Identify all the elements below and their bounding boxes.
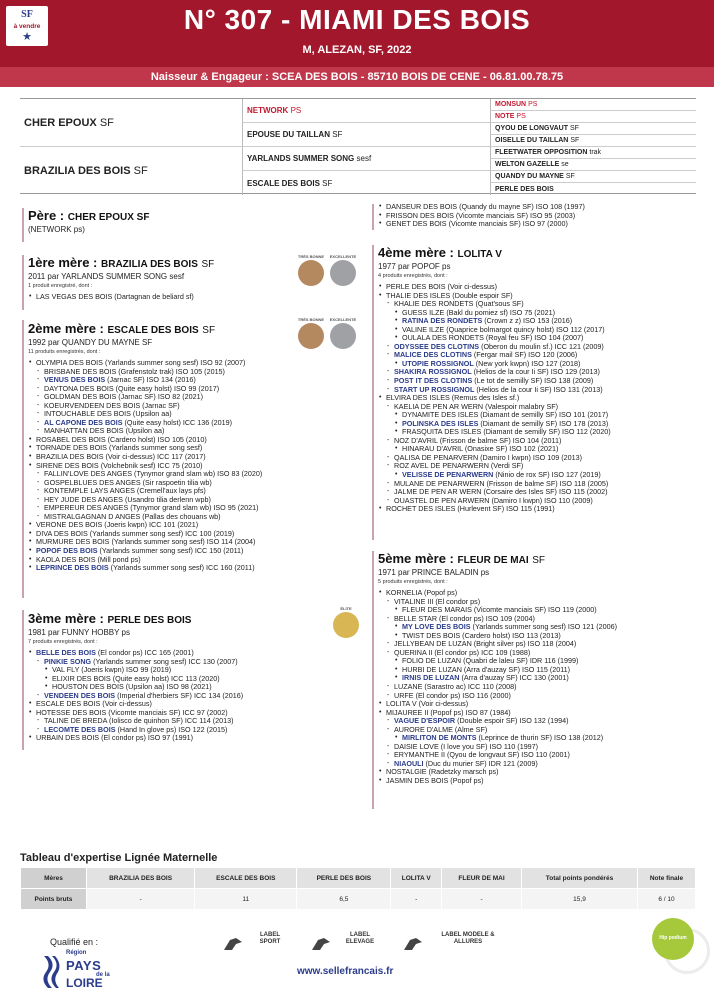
gen3-name: OISELLE DU TAILLAN (495, 137, 569, 144)
section-divider (372, 551, 374, 809)
badge-label: TRÈS BONNE (297, 254, 325, 259)
product-text: ROSABEL DES BOIS (Cardero holst) ISO 105 (2010) (36, 434, 207, 444)
product-text: VALINE ILZE (Quaprice bolmargot quincy holst) ISO 112 (2017) (402, 324, 605, 334)
right-top-section (378, 203, 698, 229)
product-name: VAGUE D'ESPOIR (394, 716, 456, 726)
product-text: MIJAUREE II (Popof ps) ISO 87 (1984) (386, 707, 511, 717)
product-text: QALISA DE PENARVERN (Damiro I kwpn) ISO 109 (2013) (394, 452, 583, 462)
product-text: URFE (El condor ps) ISO 116 (2000) (394, 690, 511, 700)
pedigree-gen3-item (490, 135, 696, 147)
product-text: MISTRALGAGNAN D ANGES (Pallas des chouans wb) (44, 511, 221, 521)
table-cell: 11 (195, 889, 297, 910)
product-text: (Hand In glove ps) ISO 122 (2015) (115, 724, 228, 734)
product-name: LEPRINCE DES BOIS (36, 563, 109, 573)
mere5-sire: 1971 par PRINCE BALADIN ps (378, 568, 490, 577)
product-text: AURORE D'ALME (Alme SF) (394, 724, 488, 734)
mere-breed: SF (201, 259, 215, 270)
mere-label: 1ère mère : (28, 255, 98, 270)
qualifie-label: Qualifié en : (50, 937, 99, 947)
mere-name: BRAZILIA DES BOIS (101, 259, 198, 270)
product-text: HOUSTON DES BOIS (Upsilon aa) ISO 98 (2021) (52, 682, 212, 692)
product-text: ELIXIR DES BOIS (Quite easy holst) ICC 113 (2020) (52, 673, 220, 683)
mere3-sire: 1981 par FUNNY HOBBY ps (28, 628, 130, 637)
tres-bonne-badge (298, 260, 324, 286)
pere-title (28, 208, 358, 225)
pedigree-gen3-item (490, 159, 696, 171)
badge-label: EXCELLENTE (329, 317, 357, 322)
product-text: DIVA DES BOIS (Yarlands summer song sesf) ICC 100 (2019) (36, 528, 235, 538)
mere3-products (28, 649, 358, 743)
pedigree-gen2-item (242, 171, 490, 195)
product-text: MULANE DE PENARWERN (Frisson de balme SF) ISO 118 (2005) (394, 478, 609, 488)
product-name: VENDEEN DES BOIS (44, 690, 116, 700)
gen3-breed: PS (528, 101, 538, 108)
list-item (28, 734, 358, 743)
product-text: VERONE DES BOIS (Joeris kwpn) ICC 101 (2021) (36, 520, 199, 530)
gen3-breed: SF (569, 125, 579, 132)
region-word: Région (66, 950, 87, 956)
product-name: ODYSSEE DES CLOTINS (394, 341, 480, 351)
mere4-sire: 1977 par POPOF ps (378, 262, 451, 271)
table-cell: 6 / 10 (637, 889, 695, 910)
mere-label: 5ème mère : (378, 551, 454, 566)
label-modele-icon (402, 936, 424, 952)
star-icon: ★ (22, 31, 32, 43)
elite-badge (333, 612, 359, 638)
product-name: NIAOULI (394, 758, 424, 768)
gen2-breed: PS (290, 106, 302, 115)
right-top-products (378, 203, 698, 229)
table-cell: - (442, 889, 522, 910)
gen3-name: PERLE DES BOIS (495, 185, 554, 193)
product-name: VELISSE DE PENARWERN (402, 470, 494, 480)
table-header-cell: LOLITA V (391, 868, 442, 889)
product-text: (Duc du murier SF) IDR 121 (2009) (423, 758, 538, 768)
product-text: GENET DES BOIS (Vicomte manciais SF) ISO 97 (2000) (386, 219, 568, 229)
product-text: DAYTONA DES BOIS (Quite easy holst) ISO 99 (2017) (44, 383, 220, 393)
mere-name: ESCALE DES BOIS (107, 325, 199, 336)
pere-label: Père : (28, 208, 65, 223)
product-name: POPOF DES BOIS (36, 546, 98, 556)
header-banner (0, 0, 714, 68)
mere-breed: SF (202, 325, 216, 336)
product-text: NOSTALGIE (Radetzky marsch ps) (386, 767, 499, 777)
table-header-cell: Total points pondérés (522, 868, 638, 889)
product-text: (Yarlands summer song sesf) ICC 160 (2011) (108, 563, 255, 573)
sire-breed: SF (99, 116, 114, 129)
product-name: MALICE DES CLOTINS (394, 350, 472, 360)
product-text: GOSPELBLUES DES ANGES (Sir raspoetin tilia wb) (44, 477, 212, 487)
product-text: MANHATTAN DES BOIS (Upsilon aa) (44, 426, 165, 436)
gen2-name: ESCALE DES BOIS (247, 178, 320, 188)
product-text: SIRENE DES BOIS (Volchebnik sesf) ICC 75 (2010) (36, 460, 203, 470)
product-text: (Oberon du moulin sf.) ICC 121 (2009) (479, 341, 604, 351)
product-text: ELVIRA DES ISLES (Remus des Isles sf.) (386, 393, 520, 403)
product-name: POST IT DES CLOTINS (394, 376, 473, 386)
mere-label: 2ème mère : (28, 321, 104, 336)
product-text: BELLE STAR (El condor ps) ISO 109 (2004) (394, 613, 535, 623)
product-name: BELLE DES BOIS (36, 648, 96, 657)
list-item (378, 505, 698, 514)
sire-name: CHER EPOUX (24, 116, 97, 129)
gen3-name: MONSUN (495, 101, 527, 108)
region-wave-icon (40, 954, 62, 990)
page-subtitle: M, ALEZAN, SF, 2022 (302, 44, 412, 56)
gen2-name: YARLANDS SUMMER SONG (247, 154, 355, 163)
product-text: ROCHET DES ISLES (Hurlevent SF) ISO 115 (1991) (386, 504, 555, 514)
excellente-badge (330, 260, 356, 286)
mere4-title (378, 245, 698, 262)
product-text: GOLDMAN DES BOIS (Jarnac SF) ISO 82 (2021) (44, 392, 203, 402)
product-text: JELLYBEAN DE LUZAN (Bright silver ps) ISO 118 (2004) (394, 639, 577, 649)
product-text: (Ninio de rox SF) ISO 127 (2019) (493, 470, 601, 480)
list-item (378, 777, 698, 786)
pedigree-gen3-item (490, 123, 696, 135)
dam-breed: SF (133, 165, 148, 177)
gen3-breed: se (561, 161, 569, 168)
product-text: LAS VEGAS DES BOIS (Dartagnan de beliard sf) (36, 292, 194, 301)
gen2-name: NETWORK (247, 106, 289, 115)
pedigree-table (20, 98, 696, 194)
pedigree-sire (20, 99, 242, 147)
product-text: (Imperial d'herbiers SF) ICC 134 (2016) (115, 690, 244, 700)
mere5-products (378, 589, 698, 786)
product-name: RATINA DES RONDETS (402, 316, 483, 326)
mere-breed: SF (532, 555, 546, 566)
product-text: LUZANE (Sarastro ac) ICC 110 (2008) (394, 682, 517, 692)
product-text: KOEURVENDEEN DES BOIS (Jarnac SF) (44, 400, 180, 410)
product-text: BRISBANE DES BOIS (Grafenstolz trak) ISO 105 (2015) (44, 366, 225, 376)
section-divider (22, 208, 24, 242)
mere2-sire: 1992 par QUANDY DU MAYNE SF (28, 338, 153, 347)
table-header-cell: Note finale (637, 868, 695, 889)
product-text: (Quite easy holst) ICC 136 (2019) (122, 417, 233, 427)
mere3-count: 7 produits enregistrés, dont : (28, 639, 98, 645)
pedigree-gen2-item (242, 99, 490, 123)
product-name: POLINSKA DES ISLES (402, 418, 479, 428)
table-cell: - (86, 889, 194, 910)
region-loire: LOIRE (66, 976, 103, 990)
gen2-breed: sesf (356, 154, 372, 163)
mere5-title (378, 551, 698, 568)
product-text: KAOLA DES BOIS (Mill pond ps) (36, 554, 141, 564)
table-cell: 6,5 (297, 889, 391, 910)
gen3-breed: PS (516, 113, 526, 120)
table-cell: - (391, 889, 442, 910)
website-link[interactable]: www.sellefrancais.fr (297, 966, 394, 977)
section-divider (372, 245, 374, 540)
product-text: (El condor ps) ICC 165 (2001) (95, 648, 194, 657)
table-row (21, 889, 696, 910)
section-divider (372, 204, 374, 230)
product-text: TWIST DES BOIS (Cardero holst) ISO 113 (2013) (402, 630, 561, 640)
gen3-name: FLEETWATER OPPOSITION (495, 149, 588, 156)
pere-sire: (NETWORK ps) (28, 225, 85, 234)
mere-label: 4ème mère : (378, 245, 454, 260)
hippodium-logo (652, 918, 694, 960)
gen3-breed: SF (565, 173, 575, 180)
gen2-name: EPOUSE DU TAILLAN (247, 130, 330, 139)
hippodium-text: Hip podium (659, 935, 687, 941)
product-text: FRISSON DES BOIS (Vicomte manciais SF) ISO 95 (2003) (386, 210, 576, 220)
product-text: MURMURE DES BOIS (Yarlands summer song sesf) ISO 114 (2004) (36, 537, 256, 547)
excellente-badge (330, 323, 356, 349)
pere-section (28, 208, 358, 235)
product-text: (Double espoir SF) ISO 132 (1994) (455, 716, 569, 726)
gen3-breed: SF (570, 137, 580, 144)
table-header-row (21, 868, 696, 889)
product-text: (Crown z z) ISO 153 (2016) (482, 316, 573, 326)
badge-label: ÉLITE (340, 606, 352, 611)
section-divider (22, 320, 24, 598)
list-item (378, 220, 698, 229)
label-line: LABEL (260, 932, 280, 938)
table-header-cell: ESCALE DES BOIS (195, 868, 297, 889)
product-text: QUERINA II (El condor ps) ICC 109 (1988) (394, 647, 531, 657)
product-text: OULALA DES RONDETS (Royal feu SF) ISO 104 (2007) (402, 333, 584, 343)
label-line: SPORT (259, 939, 281, 945)
product-text: VITALINE III (El condor ps) (394, 596, 481, 606)
logo-sub: à vendre (13, 23, 41, 30)
product-text: FOLIO DE LUZAN (Quabri de laleu SF) IDR 116 (1999) (402, 656, 579, 666)
product-text: KORNELIA (Popof ps) (386, 588, 458, 597)
section-divider (22, 610, 24, 750)
section-divider (22, 255, 24, 310)
mere4-count: 4 produits enregistrés, dont : (378, 273, 448, 279)
pays-de-la-loire-logo (40, 948, 120, 994)
product-text: (Helios de la cour Ii SF) ISO 131 (2013) (474, 384, 603, 394)
product-text: FALLIN'LOVE DES ANGES (Tynymor grand slam wb) ISO 83 (2020) (44, 469, 263, 479)
mere2-count: 11 produits enregistrés, dont : (28, 349, 101, 355)
mere2-section (28, 321, 358, 573)
gen2-breed: SF (332, 130, 343, 139)
product-text: (Fergar mail SF) ISO 120 (2006) (471, 350, 578, 360)
label-line: ELEVAGE (345, 939, 375, 945)
gen3-name: QUANDY DU MAYNE (495, 173, 564, 180)
product-text: KHALIE DES RONDETS (Quat'sous SF) (394, 299, 524, 309)
list-item (28, 293, 358, 302)
product-text: NOZ D'AVRIL (Frisson de balme SF) ISO 104 (2011) (394, 435, 562, 445)
mere-label: 3ème mère : (28, 611, 104, 626)
pedigree-gen2-item (242, 123, 490, 147)
product-text: ROZ AVEL DE PENARWERN (Verdi SF) (394, 461, 524, 471)
gen3-breed: trak (589, 149, 602, 156)
product-text: (Leprince de thurin SF) ISO 138 (2012) (476, 733, 604, 743)
label-elevage (338, 932, 382, 946)
mere1-sire: 2011 par YARLANDS SUMMER SONG sesf (28, 272, 185, 281)
product-text: PERLE DES BOIS (Voir ci-dessus) (386, 282, 498, 291)
product-name: MY LOVE DES BOIS (402, 622, 471, 632)
product-text: (Le tot de semilly SF) ISO 138 (2009) (472, 376, 594, 386)
product-text: VAL FLY (Joeris kwpn) ISO 99 (2019) (52, 665, 172, 675)
table-header-cell: Mères (21, 868, 87, 889)
mere-name: FLEUR DE MAI (457, 555, 529, 566)
gen3-name: NOTE (495, 113, 515, 120)
product-text: (Arra d'auzay SF) ICC 130 (2001) (459, 673, 569, 683)
mere4-products (378, 283, 698, 514)
pedigree-gen2-item (242, 147, 490, 171)
product-text: (Yarlands summer song sesf) ICC 150 (2011) (97, 546, 244, 556)
pedigree-gen3-item (490, 171, 696, 183)
label-sport-icon (222, 936, 244, 952)
product-text: (Helios de la cour Ii SF) ISO 129 (2013) (471, 367, 600, 377)
pedigree-gen3-item (490, 99, 696, 111)
expertise-table (20, 867, 696, 910)
product-name: IRNIS DE LUZAN (402, 673, 460, 683)
product-text: OUASTEL DE PEN ARWERN (Damiro I kwpn) ISO 110 (2009) (394, 495, 593, 505)
product-text: (New york kwpn) ISO 127 (2018) (473, 358, 581, 368)
pere-name: CHER EPOUX SF (67, 212, 150, 223)
region-name: PAYS (66, 958, 102, 973)
product-text: (Diamant de semilly SF) ISO 178 (2013) (478, 418, 609, 428)
label-modele-allures (430, 932, 506, 946)
gen2-breed: SF (322, 178, 333, 188)
mere4-section (378, 245, 698, 514)
table-cell: 15,9 (522, 889, 638, 910)
product-text: (Yarlands summer song sesf) ICC 130 (2007) (91, 656, 238, 666)
pedigree-gen3-item (490, 111, 696, 123)
product-text: HURBI DE LUZAN (Arra d'auzay SF) ISO 115 (2011) (402, 664, 571, 674)
product-name: MIRLITON DE MONTS (402, 733, 477, 743)
product-text: FLEUR DES MARAIS (Vicomte manciais SF) ISO 119 (2000) (402, 605, 597, 615)
table-cell: Points bruts (21, 889, 87, 910)
label-line: LABEL (350, 932, 370, 938)
label-line: LABEL MODELE & (441, 932, 495, 938)
mere5-count: 5 produits enregistrés, dont : (378, 579, 448, 585)
tres-bonne-badge (298, 323, 324, 349)
product-name: VENUS DES BOIS (44, 375, 106, 385)
table-header-cell: FLEUR DE MAI (442, 868, 522, 889)
product-text: HOTESSE DES BOIS (Vicomte manciais SF) ICC 97 (2002) (36, 707, 228, 717)
product-text: (Jarnac SF) ISO 134 (2016) (105, 375, 196, 385)
product-name: UTOPIE ROSSIGNOL (402, 358, 474, 368)
mere5-section (378, 551, 698, 786)
product-text: GUESS ILZE (Bakl du pomiez sf) ISO 75 (2021) (402, 307, 555, 317)
product-text: HEY JUDE DES ANGES (Usandro tilia derlenn wpb) (44, 494, 211, 504)
expertise-title: Tableau d'expertise Lignée Maternelle (20, 852, 218, 864)
product-text: THALIE DES ISLES (Double espoir SF) (386, 290, 513, 300)
logo-brand: SF (21, 9, 33, 20)
product-text: JASMIN DES BOIS (Popof ps) (386, 776, 484, 786)
region-dela: de la (96, 972, 110, 978)
product-text: URBAIN DES BOIS (El condor ps) ISO 97 (1991) (36, 733, 193, 743)
mere3-title (28, 611, 358, 628)
table-header-cell: BRAZILIA DES BOIS (86, 868, 194, 889)
mere2-products (28, 359, 358, 573)
product-text: DAISIE LOVE (I love you SF) ISO 110 (1997) (394, 741, 539, 751)
product-text: OLYMPIA DES BOIS (Yarlands summer song sesf) ISO 92 (2007) (36, 358, 246, 367)
product-text: DANSEUR DES BOIS (Quandy du mayne SF) ISO 108 (1997) (386, 202, 585, 211)
badge-label: EXCELLENTE (329, 254, 357, 259)
product-text: KONTEMPLE LAYS ANGES (Cremell'aux lays pfs) (44, 486, 206, 496)
product-name: SHAKIRA ROSSIGNOL (394, 367, 472, 377)
product-text: (Yarlands summer song sesf) ISO 121 (2006) (470, 622, 618, 632)
mere1-count: 1 produit enregistré, dont : (28, 283, 93, 289)
product-text: TORNADE DES BOIS (Yarlands summer song sesf) (36, 443, 203, 453)
product-text: EMPEREUR DES ANGES (Tynymor grand slam wb) ISO 95 (2021) (44, 503, 259, 513)
pedigree-dam (20, 147, 242, 195)
pedigree-gen3-item (490, 183, 696, 195)
product-text: KAELIA DE PEN AR WERN (Valespoir malabry SF) (394, 401, 559, 411)
label-line: ALLURES (453, 939, 483, 945)
badge-label: TRÈS BONNE (297, 317, 325, 322)
mere1-products (28, 293, 358, 302)
product-text: LOLITA V (Voir ci-dessus) (386, 699, 469, 709)
page-title: N° 307 - MIAMI DES BOIS (183, 4, 531, 35)
table-header-cell: PERLE DES BOIS (297, 868, 391, 889)
product-text: INTOUCHABLE DES BOIS (Upsilon aa) (44, 409, 172, 419)
product-text: HINARAU D'AVRIL (Onasixe SF) ISO 102 (2021) (402, 444, 559, 454)
product-text: JALME DE PEN AR WERN (Corsaire des Isles SF) ISO 115 (2002) (394, 487, 608, 497)
product-name: AL CAPONE DES BOIS (44, 417, 123, 427)
product-text: FRASQUITA DES ISLES (Diamant de semilly SF) ISO 112 (2020) (402, 427, 611, 437)
label-elevage-icon (310, 936, 332, 952)
pedigree-gen3-item (490, 147, 696, 159)
product-text: ERYMANTHE II (Qyou de longvaut SF) ISO 110 (2001) (394, 750, 570, 760)
gen3-name: WELTON GAZELLE (495, 161, 560, 168)
mere-name: PERLE DES BOIS (107, 615, 192, 626)
mere-name: LOLITA V (457, 249, 502, 260)
product-name: LECOMTE DES BOIS (44, 724, 116, 734)
list-item (28, 564, 358, 573)
gen3-name: QYOU DE LONGVAUT (495, 125, 568, 132)
product-name: PINKIE SONG (44, 656, 92, 666)
product-name: START UP ROSSIGNOL (394, 384, 475, 394)
label-sport (250, 932, 290, 946)
mere3-section (28, 611, 358, 743)
product-text: BRAZILIA DES BOIS (Voir ci-dessus) ICC 117 (2017) (36, 452, 206, 462)
dam-name: BRAZILIA DES BOIS (24, 165, 131, 177)
product-text: ESCALE DES BOIS (Voir ci-dessus) (36, 699, 152, 709)
product-text: TALINE DE BREDA (Iolisco de quinhon SF) ICC 114 (2013) (44, 716, 234, 726)
breeder-line: Naisseur & Engageur : SCEA DES BOIS - 85710 BOIS DE CENE - 06.81.00.78.75 (0, 67, 714, 87)
product-text: DYNAMITE DES ISLES (Diamant de semilly SF) ISO 101 (2017) (402, 410, 609, 420)
